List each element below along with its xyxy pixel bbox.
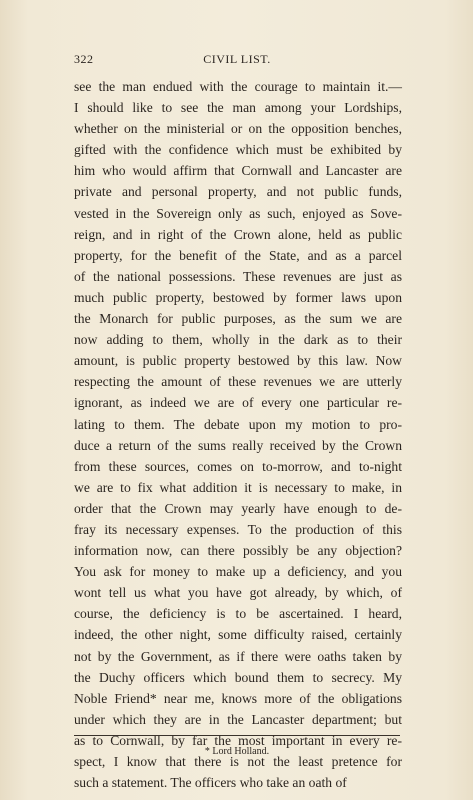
footnote: * Lord Holland. [204,746,270,757]
text-line: reign, and in right of the Crown alone, held as public [74,226,402,242]
text-line: we are to fix what addition it is necessary to make, in [74,479,402,495]
text-line: whether on the ministerial or on the opposition benches, [74,121,402,137]
text-line: respecting the amount of these revenues we are utterly [74,374,402,390]
body-text [74,76,402,793]
text-line: ignorant, as indeed we are of every one particular re- [74,395,402,411]
text-line: order that the Crown may yearly have enough to de- [74,500,402,516]
text-line: from these sources, comes on to-morrow, and to-night [74,458,402,474]
text-line: not by the Government, as if there were oaths taken by [74,648,402,664]
text-line: property, for the benefit of the State, and as a parcel [74,247,402,263]
text-line: such a statement. The officers who take an oath of [74,775,347,791]
text-line: see the man endued with the courage to maintain it.— [74,79,402,94]
text-line: information now, can there possibly be any objection? [74,543,402,559]
text-line: Noble Friend* near me, knows more of the obligations [74,690,402,706]
text-line: wont tell us what you have got already, by which, of [74,585,402,601]
running-title: CIVIL LIST. [203,52,271,66]
text-line: You ask for money to make up a deficiency, and you [74,564,402,580]
text-line: lating to them. The debate upon my motion to pro- [74,416,402,432]
text-line: now adding to them, wholly in the dark as to their [74,332,402,348]
text-line: indeed, the other night, some difficulty raised, certainly [74,627,402,643]
text-line: gifted with the confidence which must be exhibited by [74,142,402,158]
text-line: vested in the Sovereign only as such, enjoyed as Sove- [74,205,402,221]
footnote-rule [74,735,400,736]
text-line: much public property, bestowed by former laws upon [74,289,402,305]
text-line: the Monarch for public purposes, as the sum we are [74,311,402,327]
text-line: amount, is public property bestowed by this law. Now [74,353,402,369]
text-line: private and personal property, and not public funds, [74,184,402,200]
text-line: duce a return of the sums really received by the Crown [74,437,402,453]
page-number: 322 [74,52,94,66]
text-line: spect, I know that there is not the least pretence for [74,754,402,769]
text-line: as to Cornwall, by far the most important in every re- [74,732,402,748]
text-line: course, the deficiency is to be ascertained. I heard, [74,606,402,622]
text-line: the Duchy officers which bound them to secrecy. My [74,669,402,685]
text-line: fray its necessary expenses. To the production of this [74,521,402,537]
text-line: I should like to see the man among your Lordships, [74,100,402,116]
text-line: him who would affirm that Cornwall and Lancaster are [74,163,402,179]
text-line: under which they are in the Lancaster department; but [74,711,402,727]
text-line: of the national possessions. These revenues are just as [74,268,402,284]
